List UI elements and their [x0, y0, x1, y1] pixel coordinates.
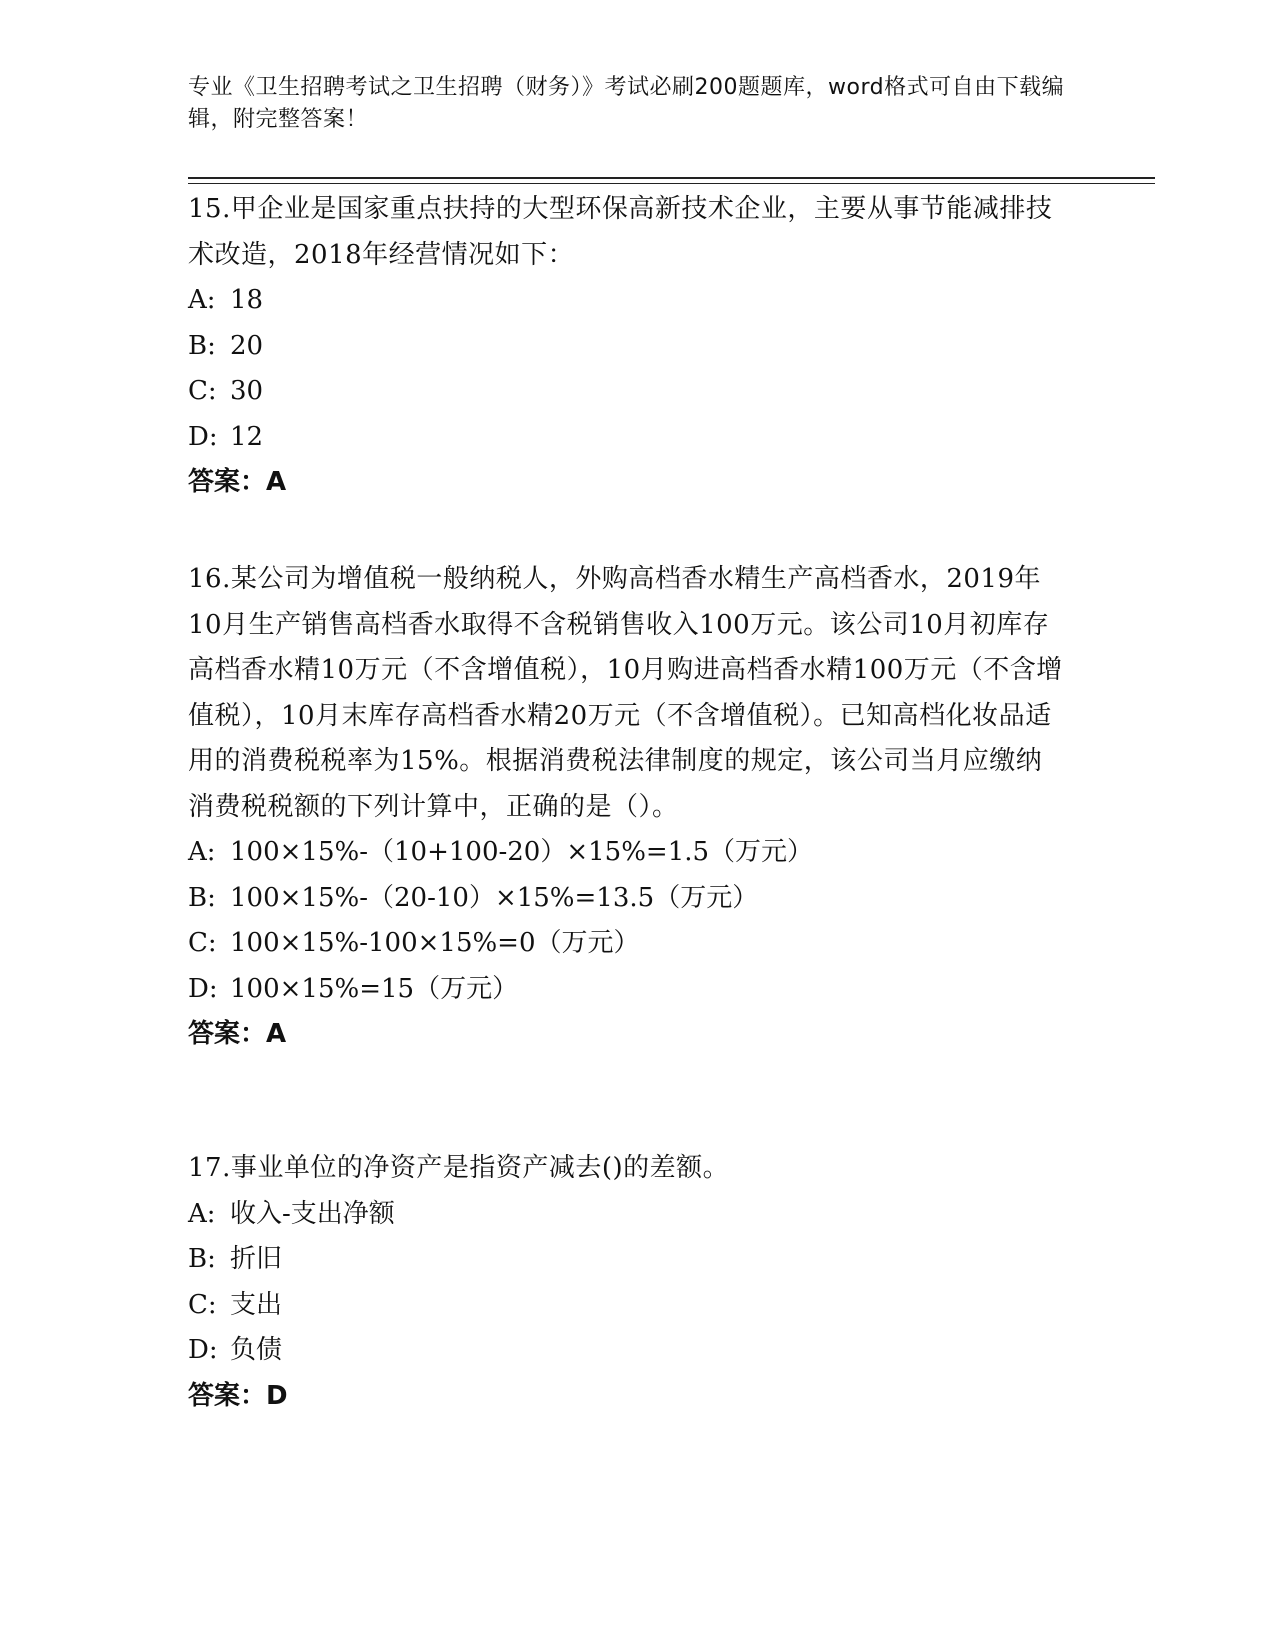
option-text: 100×15%=15（万元） [230, 973, 519, 1004]
option-letter: A: [188, 285, 216, 315]
option-text: 支出 [230, 1289, 283, 1320]
document-header: 专业《卫生招聘考试之卫生招聘（财务）》考试必刷200题题库，word格式可自由下载编辑，附完整答案！ [188, 75, 1065, 132]
answer-label: 答案：A [188, 467, 287, 497]
option-a [188, 830, 1068, 876]
header-divider-thick [188, 177, 1155, 179]
option-text: 负债 [230, 1335, 283, 1365]
option-text: 18 [230, 285, 264, 315]
option-text: 20 [230, 330, 264, 361]
option-c [188, 921, 1068, 967]
option-text: 折旧 [230, 1244, 283, 1274]
option-letter: C: [188, 928, 217, 958]
option-c [188, 369, 1068, 415]
option-letter: C: [188, 376, 217, 406]
option-letter: A: [188, 837, 216, 867]
option-text: 30 [230, 376, 264, 406]
option-letter: C: [188, 1289, 217, 1320]
option-b [188, 876, 1068, 922]
answer-label: 答案：A [188, 1019, 287, 1049]
option-letter: B: [188, 882, 216, 913]
option-d [188, 1328, 1068, 1374]
header-divider-thin [188, 183, 1155, 184]
option-text: 收入-支出净额 [230, 1198, 395, 1229]
question-15 [188, 187, 1068, 506]
option-letter: A: [188, 1198, 216, 1229]
option-text: 100×15%-（10+100-20）×15%=1.5（万元） [230, 837, 814, 867]
option-a [188, 1192, 1068, 1238]
option-letter: B: [188, 330, 216, 361]
question-stem: 15.甲企业是国家重点扶持的大型环保高新技术企业，主要从事节能减排技术改造，2018年经营情况如下： [188, 194, 1053, 270]
option-a [188, 278, 1068, 324]
option-letter: D: [188, 973, 218, 1004]
answer-label: 答案：D [188, 1380, 288, 1411]
option-letter: D: [188, 1335, 218, 1365]
question-17 [188, 1146, 1068, 1419]
question-stem: 16.某公司为增值税一般纳税人，外购高档香水精生产高档香水，2019年10月生产销售高档香水取得不含税销售收入100万元。该公司10月初库存高档香水精10万元（不含增值税），10月购进高档香水精100万元（不含增值税），10月末库存高档香水精20万元（不含增值税）。已知高档化妆品适用的消费税税率为15%。根据消费税法律制度的规定，该公司当月应缴纳消费税税额的下列计算中，正确的是（）。 [188, 564, 1063, 822]
option-letter: B: [188, 1244, 216, 1274]
option-d [188, 967, 1068, 1013]
option-text: 100×15%-（20-10）×15%=13.5（万元） [230, 882, 759, 913]
option-letter: D: [188, 421, 218, 452]
option-text: 100×15%-100×15%=0（万元） [230, 928, 640, 958]
option-c [188, 1283, 1068, 1329]
option-b [188, 324, 1068, 370]
option-d [188, 415, 1068, 461]
option-text: 12 [230, 421, 264, 452]
question-stem: 17.事业单位的净资产是指资产减去()的差额。 [188, 1153, 730, 1183]
question-16 [188, 557, 1068, 1058]
option-b [188, 1237, 1068, 1283]
